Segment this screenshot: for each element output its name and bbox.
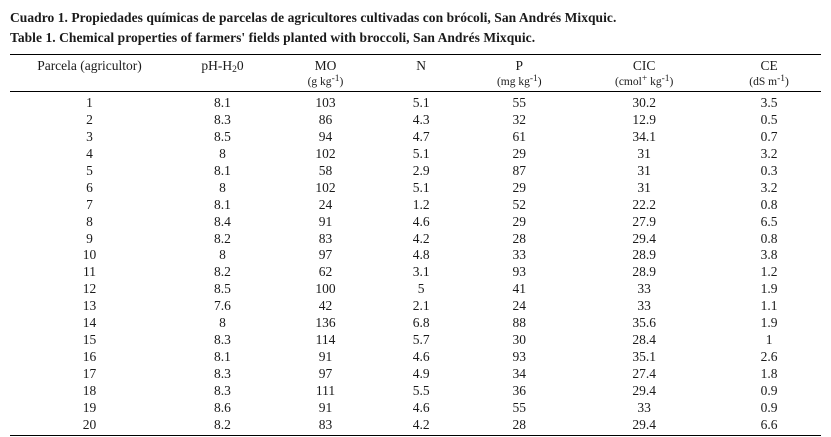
cell-mo: 24	[318, 196, 333, 212]
table-row	[10, 298, 821, 315]
cell-parcela: 13	[82, 298, 97, 314]
cell-ph: 8.3	[214, 332, 231, 348]
cell-p: 36	[512, 382, 527, 398]
cell-n: 3.1	[412, 264, 430, 280]
cell-ph: 8.2	[214, 416, 231, 432]
cell-n: 4.9	[412, 366, 430, 382]
cell-mo: 91	[318, 349, 333, 365]
cell-parcela: 16	[82, 349, 97, 365]
cell-ph: 8.5	[214, 281, 231, 297]
cell-cic: 35.6	[632, 315, 656, 331]
cell-n: 2.1	[412, 298, 430, 314]
cell-ph: 8.1	[214, 162, 231, 178]
cell-ph: 7.6	[214, 298, 231, 314]
cell-p: 52	[512, 196, 527, 212]
cell-p: 29	[512, 179, 527, 195]
cell-mo: 42	[318, 298, 333, 314]
cell-mo: 102	[315, 179, 336, 195]
cell-parcela: 12	[82, 281, 97, 297]
cell-mo: 83	[318, 416, 333, 432]
caption-spanish: Cuadro 1. Propiedades químicas de parcelas de agricultores cultivadas con brócoli, San Andrés Mixquic.	[10, 10, 617, 25]
cell-ce: 6.5	[760, 213, 778, 229]
cell-ce: 1.8	[760, 366, 778, 382]
cell-n: 4.2	[412, 230, 430, 246]
cell-ph: 8.1	[214, 196, 231, 212]
cell-mo: 97	[318, 247, 333, 263]
column-header-cic-units: (cmol+ $kg^{-1}$)	[615, 74, 674, 89]
cell-ph: 8	[219, 145, 226, 161]
table-row	[10, 383, 821, 400]
table-row	[10, 247, 821, 264]
chemical-properties-table	[10, 54, 821, 436]
cell-ph: 8.1	[214, 95, 231, 111]
table-row	[10, 281, 821, 298]
cell-mo: 58	[318, 162, 333, 178]
cell-n: 5.5	[412, 382, 430, 398]
table-row	[10, 214, 821, 231]
cell-cic: 28.4	[632, 332, 656, 348]
cell-parcela: 15	[82, 332, 97, 348]
cell-p: 24	[512, 298, 527, 314]
cell-n: 5.7	[412, 332, 430, 348]
cell-ph: 8.6	[214, 399, 231, 415]
cell-cic: 29.4	[632, 230, 656, 246]
table-row	[10, 417, 821, 435]
cell-mo: 111	[315, 382, 336, 398]
cell-mo: 103	[315, 95, 336, 111]
cell-cic: 28.9	[632, 264, 656, 280]
cell-ph: 8.1	[214, 349, 231, 365]
cell-ph: 8	[219, 247, 226, 263]
cell-cic: 12.9	[632, 111, 656, 127]
cell-ce: 0.5	[760, 111, 778, 127]
cell-parcela: 1	[86, 95, 93, 111]
cell-n: 5	[417, 281, 425, 297]
cell-n: 4.6	[412, 349, 430, 365]
cell-p: 29	[512, 145, 527, 161]
cell-ce: 2.6	[760, 349, 778, 365]
cell-cic: 35.1	[632, 349, 656, 365]
cell-parcela: 19	[82, 399, 97, 415]
cell-cic: 27.9	[632, 213, 656, 229]
cell-p: 28	[512, 230, 527, 246]
cell-p: 61	[512, 128, 527, 144]
cell-p: 93	[512, 349, 527, 365]
cell-n: 4.6	[412, 213, 430, 229]
table-header-row	[10, 55, 821, 92]
cell-ph: 8	[219, 315, 226, 331]
column-header-ce-label: CE	[760, 58, 778, 74]
cell-mo: 91	[318, 213, 333, 229]
cell-ce: 1	[765, 332, 773, 348]
table-row	[10, 264, 821, 281]
table-row	[10, 197, 821, 214]
column-header-cic	[571, 55, 717, 92]
cell-mo: 136	[315, 315, 336, 331]
table-row	[10, 366, 821, 383]
table-row	[10, 146, 821, 163]
cell-ph: 8.2	[214, 230, 231, 246]
cell-cic: 28.9	[632, 247, 656, 263]
cell-n: 5.1	[412, 145, 430, 161]
column-header-p	[467, 55, 571, 92]
cell-mo: 86	[318, 111, 333, 127]
cell-parcela: 6	[86, 179, 93, 195]
table-caption	[10, 8, 821, 47]
cell-mo: 83	[318, 230, 333, 246]
column-header-mo-units: (g $kg^{-1}$)	[307, 74, 344, 89]
cell-n: 4.3	[412, 111, 430, 127]
cell-ph: 8	[219, 179, 226, 195]
cell-mo: 102	[315, 145, 336, 161]
cell-ph: 8.3	[214, 382, 231, 398]
cell-ce: 3.5	[760, 95, 778, 111]
cell-ce: 0.3	[760, 162, 778, 178]
cell-ce: 3.2	[760, 145, 778, 161]
cell-n: 6.8	[412, 315, 430, 331]
cell-parcela: 4	[86, 145, 93, 161]
column-header-p-label: P	[515, 58, 524, 74]
cell-n: 4.8	[412, 247, 430, 263]
column-header-n	[375, 55, 467, 92]
cell-ce: 0.7	[760, 128, 778, 144]
cell-cic: 31	[637, 179, 651, 195]
cell-p: 55	[512, 95, 527, 111]
column-header-mo-label: MO	[314, 58, 337, 74]
cell-ph: 8.2	[214, 264, 231, 280]
cell-p: 28	[512, 416, 527, 432]
cell-mo: 97	[318, 366, 333, 382]
table-row	[10, 163, 821, 180]
cell-parcela: 8	[86, 213, 93, 229]
table-row	[10, 400, 821, 417]
cell-ce: 1.9	[760, 315, 778, 331]
cell-cic: 31	[637, 145, 651, 161]
column-header-p-units: (mg $kg^{-1}$)	[496, 74, 542, 89]
table-row	[10, 112, 821, 129]
cell-p: 33	[512, 247, 527, 263]
cell-p: 88	[512, 315, 527, 331]
cell-parcela: 7	[86, 196, 93, 212]
cell-ph: 8.3	[214, 366, 231, 382]
column-header-ce-units: (dS $m^{-1}$)	[749, 74, 789, 89]
cell-parcela: 11	[82, 264, 96, 280]
cell-cic: 33	[637, 298, 651, 314]
cell-n: 1.2	[412, 196, 430, 212]
cell-ce: 1.9	[760, 281, 778, 297]
cell-cic: 33	[637, 399, 651, 415]
cell-parcela: 9	[86, 230, 93, 246]
cell-parcela: 20	[82, 416, 97, 432]
cell-mo: 94	[318, 128, 333, 144]
column-header-parcela	[10, 55, 169, 92]
cell-parcela: 10	[82, 247, 97, 263]
column-header-parcela-label: Parcela (agricultor)	[37, 58, 142, 74]
cell-p: 30	[512, 332, 527, 348]
cell-mo: 114	[315, 332, 336, 348]
table-header	[10, 55, 821, 92]
cell-ce: 1.2	[760, 264, 778, 280]
cell-parcela: 2	[86, 111, 93, 127]
cell-cic: 30.2	[632, 95, 656, 111]
cell-p: 87	[512, 162, 527, 178]
column-header-mo	[276, 55, 375, 92]
cell-mo: 91	[318, 399, 333, 415]
cell-n: 4.6	[412, 399, 430, 415]
cell-p: 93	[512, 264, 527, 280]
cell-p: 55	[512, 399, 527, 415]
cell-parcela: 3	[86, 128, 93, 144]
cell-cic: 27.4	[632, 366, 656, 382]
cell-p: 41	[512, 281, 527, 297]
column-header-ce	[717, 55, 821, 92]
cell-cic: 33	[637, 281, 651, 297]
cell-parcela: 14	[82, 315, 97, 331]
caption-english: Table 1. Chemical properties of farmers' fields planted with broccoli, San Andrés Mixquic.	[10, 29, 536, 45]
cell-cic: 29.4	[632, 416, 656, 432]
cell-p: 29	[512, 213, 527, 229]
table-row	[10, 180, 821, 197]
table-row	[10, 332, 821, 349]
column-header-ph	[169, 55, 276, 92]
cell-p: 32	[512, 111, 527, 127]
table-body	[10, 92, 821, 436]
cell-ce: 0.8	[760, 196, 778, 212]
cell-n: 2.9	[412, 162, 430, 178]
table-row	[10, 231, 821, 248]
cell-cic: 22.2	[632, 196, 656, 212]
cell-cic: 29.4	[632, 382, 656, 398]
column-header-n-label: N	[416, 58, 427, 74]
table-row	[10, 92, 821, 112]
cell-ce: 0.9	[760, 382, 778, 398]
column-header-ph-label: $pH-H_20$	[201, 58, 244, 76]
cell-ph: 8.5	[214, 128, 231, 144]
cell-cic: 31	[637, 162, 651, 178]
cell-ce: 3.2	[760, 179, 778, 195]
cell-ce: 3.8	[760, 247, 778, 263]
table-row	[10, 129, 821, 146]
cell-parcela: 17	[82, 366, 97, 382]
cell-parcela: 18	[82, 382, 97, 398]
cell-mo: 62	[318, 264, 333, 280]
cell-n: 5.1	[412, 95, 430, 111]
cell-p: 34	[512, 366, 527, 382]
cell-ph: 8.3	[214, 111, 231, 127]
cell-ce: 0.9	[760, 399, 778, 415]
cell-parcela: 5	[86, 162, 93, 178]
cell-n: 4.2	[412, 416, 430, 432]
cell-mo: 100	[315, 281, 336, 297]
cell-ce: 6.6	[760, 416, 778, 432]
table-row	[10, 315, 821, 332]
cell-n: 5.1	[412, 179, 430, 195]
cell-cic: 34.1	[632, 128, 656, 144]
column-header-cic-label: CIC	[632, 58, 656, 74]
table-row	[10, 349, 821, 366]
cell-ce: 1.1	[760, 298, 778, 314]
cell-n: 4.7	[412, 128, 430, 144]
cell-ce: 0.8	[760, 230, 778, 246]
cell-ph: 8.4	[214, 213, 231, 229]
